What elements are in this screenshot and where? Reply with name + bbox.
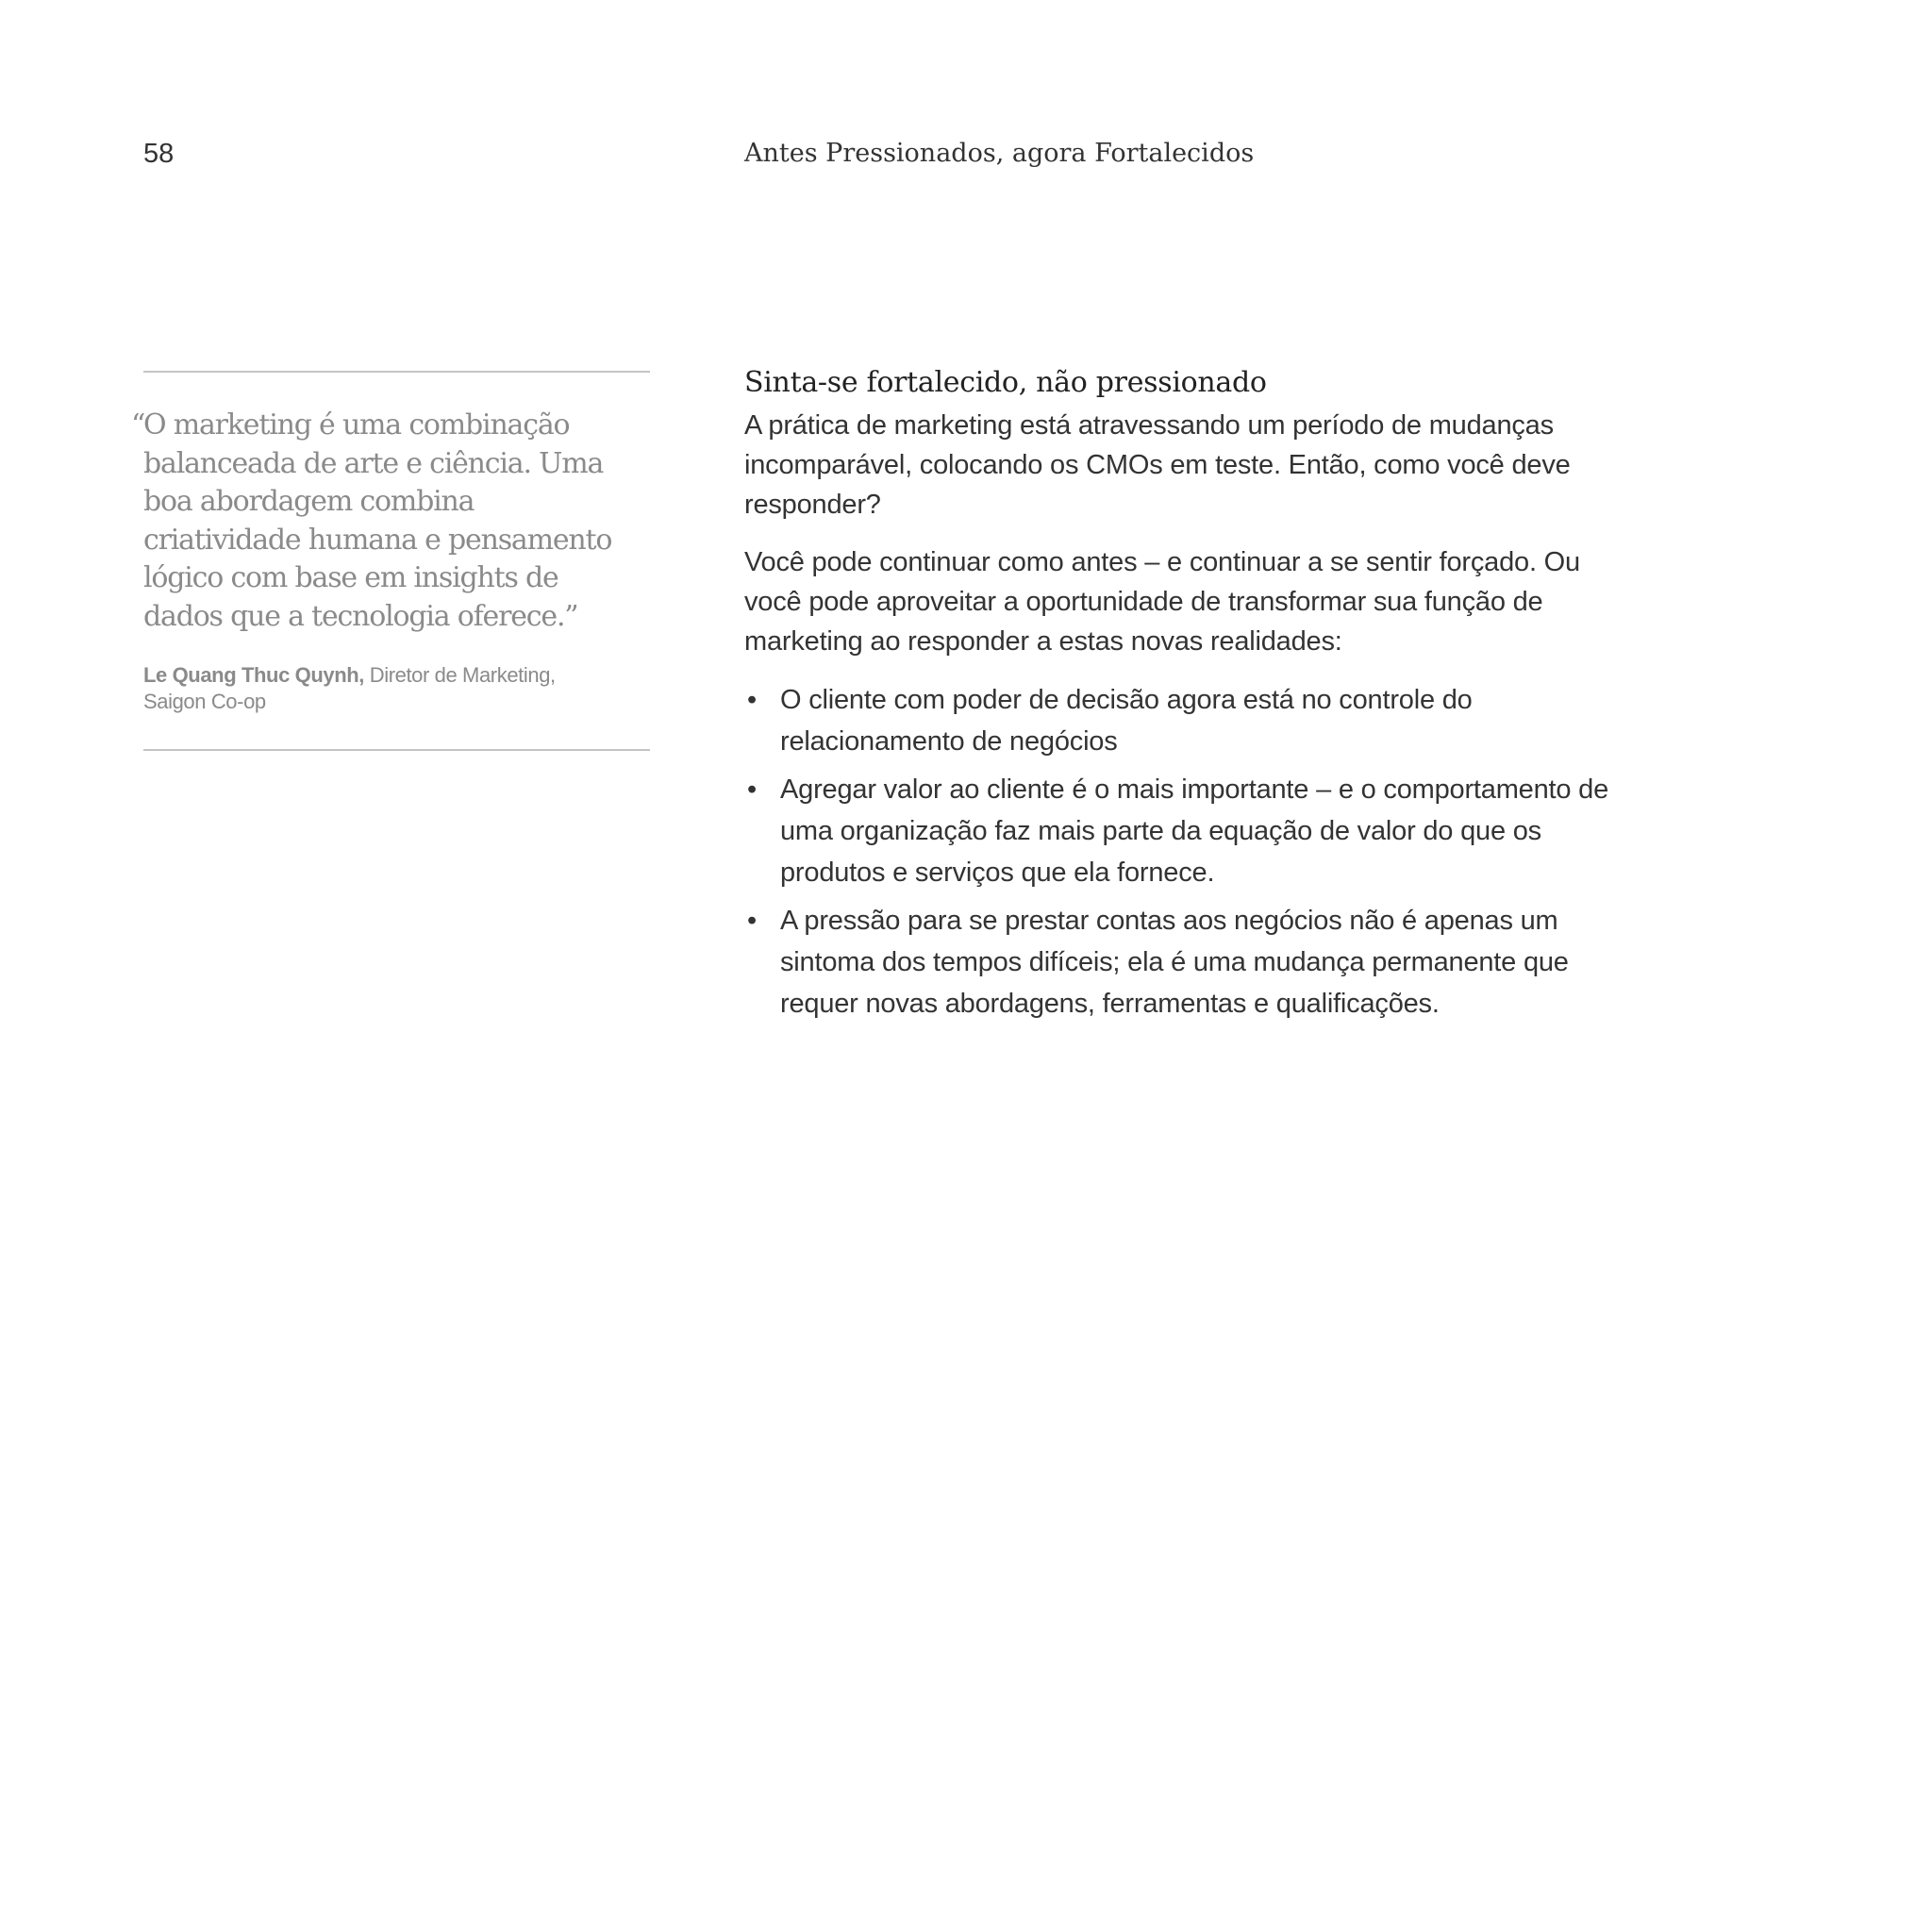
- list-item-line: produtos e serviços que ela fornece.: [780, 858, 1215, 888]
- list-item-line: O cliente com poder de decisão agora está no controle do: [780, 685, 1473, 715]
- pull-quote-sidebar: [131, 371, 650, 751]
- paragraph-options: [744, 542, 1650, 661]
- bottom-divider: [143, 749, 650, 751]
- realities-list: [744, 679, 1650, 1024]
- quote-line: dados que a tecnologia oferece.”: [143, 599, 578, 633]
- quote-open-mark: “: [131, 408, 145, 441]
- page-number: 58: [143, 139, 175, 169]
- attribution-organization: Saigon Co-op: [143, 690, 266, 713]
- list-item-line: Agregar valor ao cliente é o mais importante – e o comportamento de: [780, 774, 1609, 805]
- paragraph-line: A prática de marketing está atravessando um período de mudanças: [744, 410, 1554, 441]
- list-item: [744, 769, 1650, 893]
- list-item: [744, 900, 1650, 1024]
- running-title: Antes Pressionados, agora Fortalecidos: [744, 139, 1255, 168]
- list-item: [744, 679, 1650, 762]
- top-divider: [143, 371, 650, 373]
- list-item-line: sintoma dos tempos difíceis; ela é uma mudança permanente que: [780, 947, 1569, 977]
- bullet-icon: •: [747, 774, 757, 805]
- list-item-line: uma organização faz mais parte da equação de valor do que os: [780, 816, 1541, 846]
- paragraph-intro: [744, 406, 1650, 525]
- list-item-line: A pressão para se prestar contas aos negócios não é apenas um: [780, 906, 1558, 936]
- list-item-line: relacionamento de negócios: [780, 726, 1118, 757]
- quote-line: criatividade humana e pensamento: [143, 523, 612, 557]
- attribution-line: [143, 662, 650, 689]
- attribution-name: Le Quang Thuc Quynh,: [143, 663, 365, 687]
- paragraph-line: responder?: [744, 490, 881, 520]
- section-heading: Sinta-se fortalecido, não pressionado: [744, 366, 1267, 399]
- paragraph-line: incomparável, colocando os CMOs em teste. Então, como você deve: [744, 450, 1571, 480]
- paragraph-line: você pode aproveitar a oportunidade de transformar sua função de: [744, 587, 1543, 617]
- quote-line: lógico com base em insights de: [143, 561, 558, 594]
- list-item-line: requer novas abordagens, ferramentas e qualificações.: [780, 989, 1440, 1019]
- quote-attribution: [143, 662, 650, 715]
- attribution-role: Diretor de Marketing,: [364, 663, 556, 687]
- pull-quote: [131, 407, 658, 636]
- quote-line: O marketing é uma combinação: [143, 408, 570, 441]
- bullet-icon: •: [747, 685, 757, 715]
- quote-line: balanceada de arte e ciência. Uma: [143, 446, 604, 480]
- main-content: [744, 362, 1650, 1031]
- bullet-icon: •: [747, 906, 757, 936]
- paragraph-line: Você pode continuar como antes – e continuar a se sentir forçado. Ou: [744, 547, 1580, 577]
- quote-line: boa abordagem combina: [143, 485, 475, 518]
- paragraph-line: marketing ao responder a estas novas realidades:: [744, 626, 1342, 657]
